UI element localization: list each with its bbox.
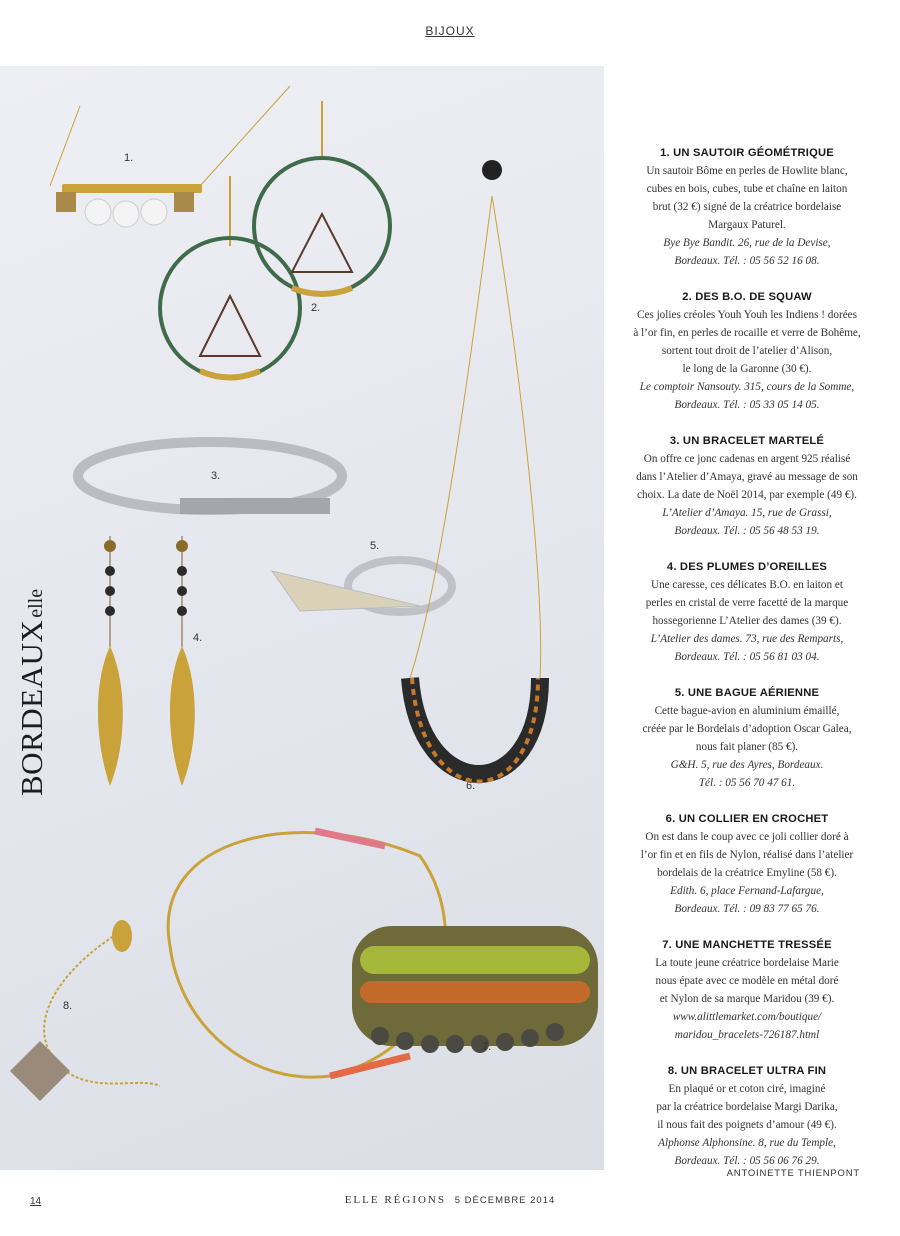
feather-earrings-image (98, 536, 195, 786)
entry-title: 6. UN COLLIER EN CROCHET (665, 813, 829, 825)
entry-address: Bordeaux. Tél. : 05 33 05 14 05. (674, 399, 820, 411)
page-number: 14 (30, 1196, 42, 1207)
entry-5 (617, 684, 877, 792)
entry-text: créée par le Bordelais d’adoption Oscar Galea, (642, 723, 852, 735)
entry-title: 2. DES B.O. DE SQUAW (682, 291, 812, 303)
entry-address: L’Atelier des dames. 73, rue des Remparts, (650, 633, 844, 645)
brand-magazine: elle (25, 588, 47, 618)
entry-3 (617, 432, 877, 540)
hoop-earrings-image (160, 101, 390, 378)
entry-address: L’Atelier d’Amaya. 15, rue de Grassi, (662, 507, 832, 519)
entry-address: Bordeaux. Tél. : 05 56 48 53 19. (674, 525, 820, 537)
entry-text: Un sautoir Bôme en perles de Howlite blanc, (646, 165, 848, 177)
item-number-1: 1. (124, 152, 134, 164)
entry-address: Alphonse Alphonsine. 8, rue du Temple, (658, 1137, 836, 1149)
section-tag: BIJOUX (425, 24, 475, 38)
masthead-title: ELLE RÉGIONS (344, 1194, 446, 1206)
entry-8 (617, 1062, 877, 1170)
entry-title: 1. UN SAUTOIR GÉOMÉTRIQUE (660, 147, 834, 159)
entry-title: 4. DES PLUMES D’OREILLES (666, 561, 828, 573)
entry-text: Une caresse, ces délicates B.O. en laiton et (651, 579, 843, 591)
entry-text: brut (32 €) signé de la créatrice bordelaise (652, 201, 842, 213)
entry-text: perles en cristal de verre facetté de la marque (645, 597, 849, 609)
entry-text: Margaux Paturel. (708, 219, 786, 231)
entry-title: 7. UNE MANCHETTE TRESSÉE (662, 939, 832, 951)
entry-text: par la créatrice bordelaise Margi Darika, (656, 1101, 838, 1113)
brand-city: BORDEAUX (14, 619, 49, 796)
item-number-4: 4. (193, 632, 203, 644)
entry-text: On offre ce jonc cadenas en argent 925 réalisé (643, 453, 851, 465)
entry-text: bordelais de la créatrice Emyline (58 €). (657, 867, 837, 879)
product-list (617, 144, 877, 1188)
jewelry-illustration (0, 66, 604, 1170)
item-number-6: 6. (466, 780, 476, 792)
entry-address: Edith. 6, place Fernand-Lafargue, (670, 885, 824, 897)
entry-address: Tél. : 05 56 70 47 61. (698, 777, 796, 789)
braided-cuff-image (352, 926, 598, 1053)
entry-text: à l’or fin, en perles de rocaille et verre de Bohême, (633, 327, 861, 339)
entry-title: 3. UN BRACELET MARTELÉ (669, 435, 825, 447)
entry-address: Bordeaux. Tél. : 09 83 77 65 76. (674, 903, 820, 915)
entry-text: On est dans le coup avec ce joli collier doré à (645, 831, 849, 843)
entry-1 (617, 144, 877, 270)
entry-text: Ces jolies créoles Youh Youh les Indiens ! dorées (636, 309, 857, 321)
entry-title: 8. UN BRACELET ULTRA FIN (667, 1065, 827, 1077)
entry-address: G&H. 5, rue des Ayres, Bordeaux. (670, 759, 824, 771)
entry-text: il nous fait des poignets d’amour (49 €). (657, 1119, 837, 1131)
entry-text: nous épate avec ce modèle en métal doré (655, 975, 839, 987)
geometric-necklace-image (50, 86, 290, 227)
entry-title: 5. UNE BAGUE AÉRIENNE (674, 687, 820, 699)
footer-masthead (0, 1194, 900, 1206)
entry-address: maridou_bracelets-726187.html (674, 1029, 820, 1041)
entry-text: Cette bague-avion en aluminium émaillé, (654, 705, 840, 717)
entry-text: hossegorienne L’Atelier des dames (39 €). (652, 615, 842, 627)
item-number-3: 3. (211, 470, 221, 482)
entry-address: www.alittlemarket.com/boutique/ (672, 1011, 822, 1023)
jewelry-photo (0, 66, 604, 1170)
entry-address: Bordeaux. Tél. : 05 56 52 16 08. (674, 255, 820, 267)
entry-7 (617, 936, 877, 1044)
entry-address: Bye Bye Bandit. 26, rue de la Devise, (663, 237, 831, 249)
entry-text: nous fait planer (85 €). (695, 741, 799, 753)
item-number-2: 2. (311, 302, 321, 314)
entry-2 (617, 288, 877, 414)
item-number-5: 5. (370, 540, 380, 552)
crochet-necklace-image (410, 160, 541, 782)
entry-text: l’or fin et en fils de Nylon, réalisé dans l’atelier (640, 849, 854, 861)
entry-text: choix. La date de Noël 2014, par exemple (49 €). (637, 489, 857, 501)
item-number-7: 7. (482, 1041, 492, 1053)
entry-address: Le comptoir Nansouty. 315, cours de la Somme, (639, 381, 855, 393)
entry-text: le long de la Garonne (30 €). (682, 363, 812, 375)
hammered-bangle-image (78, 442, 342, 514)
aluminium-ring-image (272, 560, 452, 612)
entry-text: cubes en bois, cubes, tube et chaîne en laiton (646, 183, 848, 195)
issue-date: 5 DÉCEMBRE 2014 (454, 1195, 556, 1206)
side-brand (14, 566, 54, 796)
photo-credit: ANTOINETTE THIENPONT (726, 1168, 860, 1179)
entry-6 (617, 810, 877, 918)
item-number-8: 8. (63, 1000, 73, 1012)
entry-text: En plaqué or et coton ciré, imaginé (668, 1083, 826, 1095)
entry-text: La toute jeune créatrice bordelaise Marie (655, 957, 839, 969)
entry-text: dans l’Atelier d’Amaya, gravé au message de son (636, 471, 858, 483)
entry-address: Bordeaux. Tél. : 05 56 06 76 29. (674, 1155, 820, 1167)
entry-text: sortent tout droit de l’atelier d’Alison, (661, 345, 833, 357)
entry-address: Bordeaux. Tél. : 05 56 81 03 04. (674, 651, 820, 663)
entry-text: et Nylon de sa marque Maridou (39 €). (659, 993, 835, 1005)
entry-4 (617, 558, 877, 666)
